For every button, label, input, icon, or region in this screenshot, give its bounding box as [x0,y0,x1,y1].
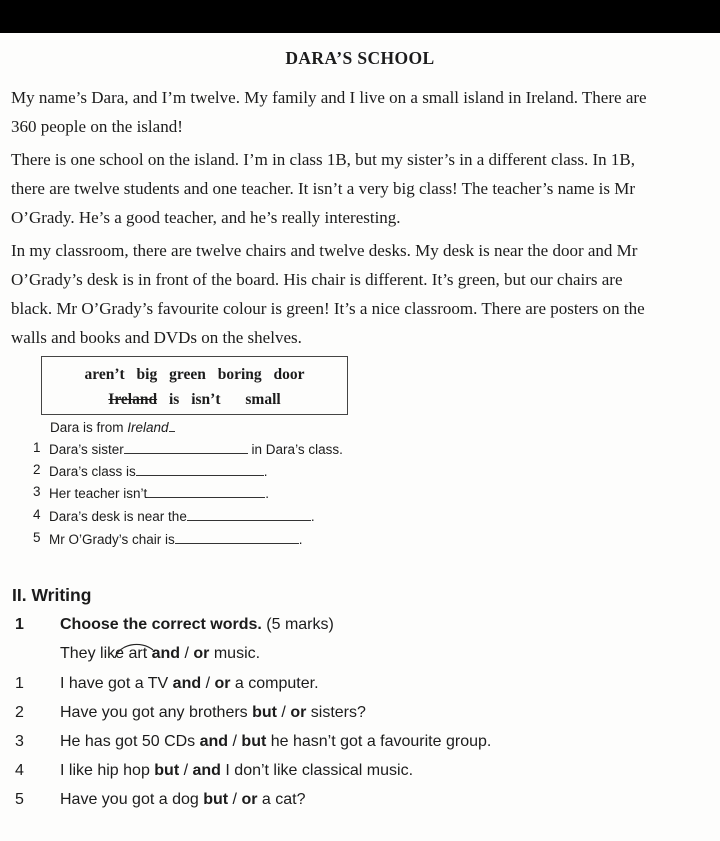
paragraph-3 [11,236,713,352]
option-1[interactable]: and [199,733,229,750]
option-separator: / [179,762,193,779]
circled-word [128,645,147,662]
item-text: Mr O’Grady’s chair is [49,532,175,547]
item-text-end: . [298,532,303,547]
paragraph-line: walls and books and DVDs on the shelves. [11,328,302,347]
writing-item [0,762,720,786]
option-2: or [193,645,210,662]
option-1[interactable]: but [154,762,180,779]
item-number: 4 [15,762,24,779]
option-2[interactable]: or [241,791,258,808]
word-box-row [42,391,347,409]
option-2[interactable]: or [214,675,231,692]
word-option: boring [217,366,262,383]
item-number: 1 [15,675,24,692]
paragraph-line: In my classroom, there are twelve chairs and twelve desks. My desk is near the door and Mr [11,241,638,260]
paragraph-1 [11,83,713,141]
item-text: Have you got any brothers [60,704,253,721]
writing-item [0,733,720,757]
word-option: big [136,366,158,383]
paragraph-line: 360 people on the island! [11,117,183,136]
word-option: door [273,366,305,383]
section-heading-writing: II. Writing [12,585,92,605]
example-text: They like [60,645,129,662]
example-line [50,418,175,435]
option-1[interactable]: but [252,704,277,721]
option-1[interactable]: but [203,791,229,808]
item-text-end: a cat? [257,791,306,808]
writing-item [0,704,720,728]
option-separator: / [228,733,242,750]
paragraph-line: there are twelve students and one teacher. It isn’t a very big class! The teacher’s name is Mr [11,179,636,198]
option-2[interactable]: and [192,762,221,779]
option-separator: / [276,704,291,721]
writing-item [0,675,720,699]
item-number: 1 [33,440,41,455]
word-option: is [168,391,180,408]
example-blank [169,418,175,432]
word-option: green [169,366,206,383]
item-text: I like hip hop [60,762,155,779]
item-text-end: . [265,486,270,501]
word-box [41,356,348,415]
item-text-end: I don’t like classical music. [220,762,414,779]
option-2[interactable]: or [290,704,307,721]
item-text-end: . [310,509,315,524]
example-answer: Ireland [127,420,169,435]
paragraph-line: black. Mr O’Grady’s favourite colour is green! It’s a nice classroom. There are posters on the [11,299,645,318]
task-title: Choose the correct words. [60,616,262,633]
task-number: 1 [15,616,24,633]
item-text-end: he hasn’t got a favourite group. [266,733,492,750]
word-option: isn’t [191,391,221,408]
writing-item [0,791,720,815]
paragraph-2 [11,145,713,232]
item-text: Her teacher isn’t [49,486,148,501]
example-end: music. [209,645,261,662]
paragraph-line: O’Grady’s desk is in front of the board. His chair is different. It’s green, but our chairs are [11,270,623,289]
item-text: Dara’s sister [49,442,124,457]
option-separator: / [228,791,242,808]
example-text: Dara is from [50,420,128,435]
item-text-end: sisters? [306,704,366,721]
item-text: Have you got a dog [60,791,204,808]
item-text-end: . [263,464,268,479]
item-text-end: a computer. [230,675,319,692]
paragraph-line: My name’s Dara, and I’m twelve. My family and I live on a small island in Ireland. There are [11,88,647,107]
item-text: I have got a TV [60,675,173,692]
writing-example [0,645,720,669]
item-text-end: in Dara’s class. [251,442,343,457]
paragraph-line: There is one school on the island. I’m in class 1B, but my sister’s in a different class. In 1B, [11,150,636,169]
option-2[interactable]: but [241,733,267,750]
item-number: 2 [15,704,24,721]
option-separator: / [201,675,215,692]
word-option: small [245,391,281,408]
item-number: 4 [33,507,41,522]
option-1[interactable]: and [172,675,202,692]
item-text: Dara’s class is [49,464,136,479]
word-option-used: Ireland [108,391,158,408]
word-box-row [42,366,347,384]
item-text: He has got 50 CDs [60,733,200,750]
answer-blank[interactable] [136,462,264,476]
answer-blank[interactable] [124,440,248,454]
item-number: 5 [33,530,41,545]
circled-word-text: art [128,645,148,662]
paragraph-line: O’Grady. He’s a good teacher, and he’s really interesting. [11,208,401,227]
item-text: Dara’s desk is near the [49,509,187,524]
page-title: DARA’S SCHOOL [285,48,435,68]
item-number: 5 [15,791,24,808]
writing-task-header [0,616,720,640]
item-number: 3 [33,484,41,499]
answer-blank[interactable] [187,507,311,521]
word-option: aren’t [84,366,125,383]
answer-blank[interactable] [147,484,265,498]
circle-mark-icon [111,640,157,666]
item-number: 2 [33,462,41,477]
item-number: 3 [15,733,24,750]
option-1: and [151,645,181,662]
task-marks: (5 marks) [261,616,334,633]
option-separator: / [180,645,194,662]
answer-blank[interactable] [175,530,299,544]
top-dark-bar [0,0,720,33]
